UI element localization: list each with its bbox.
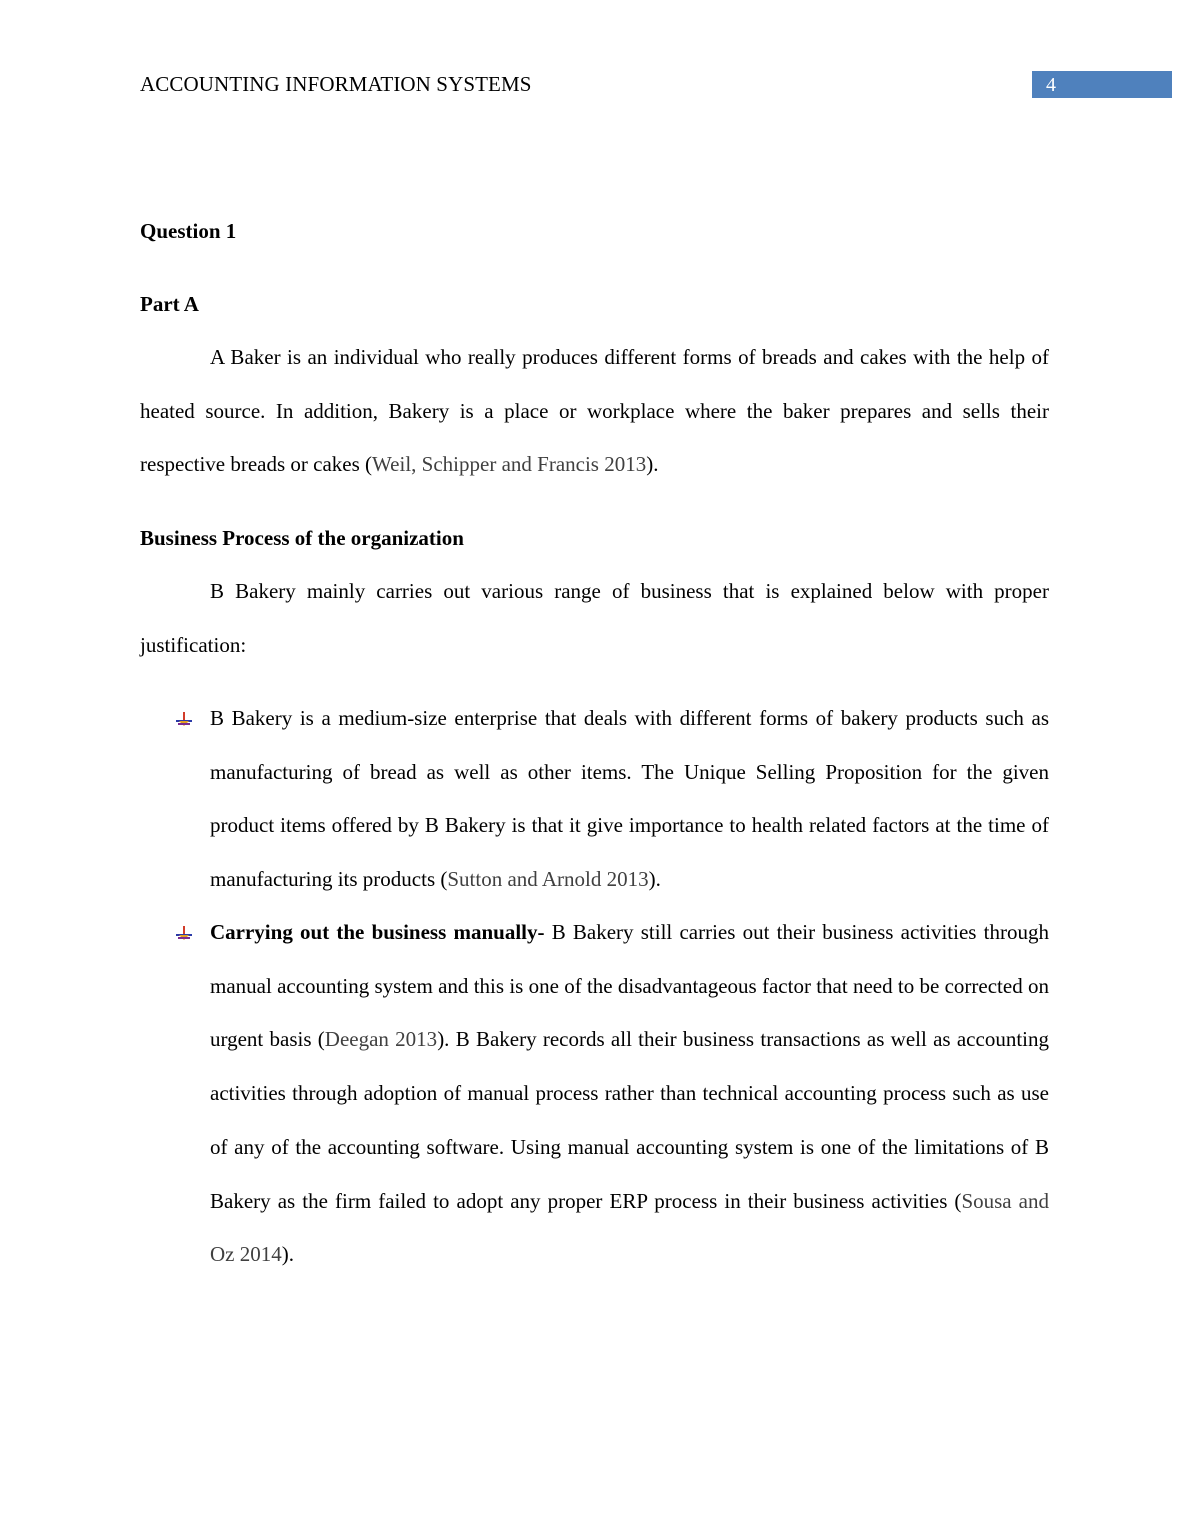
bullet-text-2: ). B Bakery records all their business transactions as well as accounting activities through adoption of manual process rather than technical accounting process such as use of any of the accounting software. Using manual accounting system is one of the limitations of B Bakery as the firm failed to adopt any proper ERP process in their business activities ( — [210, 1027, 1049, 1213]
arrow-bullet-icon — [175, 711, 193, 727]
bullet-item-enterprise — [210, 692, 1049, 907]
bullet-text: B Bakery is a medium-size enterprise that deals with different forms of bakery products such as manufacturing of bread as well as other items. The Unique Selling Proposition for the given product items offered by B Bakery is that it give importance to health related factors at the time of manufacturing its products ( — [210, 706, 1049, 892]
arrow-bullet-icon — [175, 925, 193, 941]
bullet-end: ). — [281, 1242, 294, 1267]
running-header-title: ACCOUNTING INFORMATION SYSTEMS — [140, 72, 532, 96]
bullet-citation: Sutton and Arnold 2013 — [447, 867, 649, 892]
process-intro-paragraph — [140, 565, 1049, 672]
page-number-badge — [1032, 71, 1172, 98]
bullet-citation-2: Sousa and Oz 2014 — [210, 1188, 1050, 1267]
bullet-text-1: B Bakery still carries out their business activities through manual accounting system and this is one of the disadvantageous factor that need to be corrected on urgent basis ( — [210, 920, 1049, 1052]
bullet-end: ). — [648, 867, 661, 892]
part-heading: Part A — [140, 292, 199, 316]
intro-paragraph — [140, 331, 1049, 492]
intro-text: A Baker is an individual who really produces different forms of breads and cakes with the help of heated source. In addition, Bakery is a place or workplace where the baker prepares and sells their respective breads or cakes ( — [140, 345, 1049, 477]
intro-citation: Weil, Schipper and Francis 2013 — [372, 452, 647, 477]
business-process-heading: Business Process of the organization — [140, 526, 464, 550]
process-intro-text: B Bakery mainly carries out various range of business that is explained below with proper justification: — [140, 579, 1049, 657]
bullet-item-manual-business — [210, 906, 1049, 1282]
bullet-lead: Carrying out the business manually- — [210, 920, 545, 944]
intro-end: ). — [646, 452, 659, 477]
question-heading: Question 1 — [140, 219, 237, 243]
bullet-citation-1: Deegan 2013 — [324, 1027, 438, 1052]
page-number: 4 — [1046, 74, 1056, 96]
